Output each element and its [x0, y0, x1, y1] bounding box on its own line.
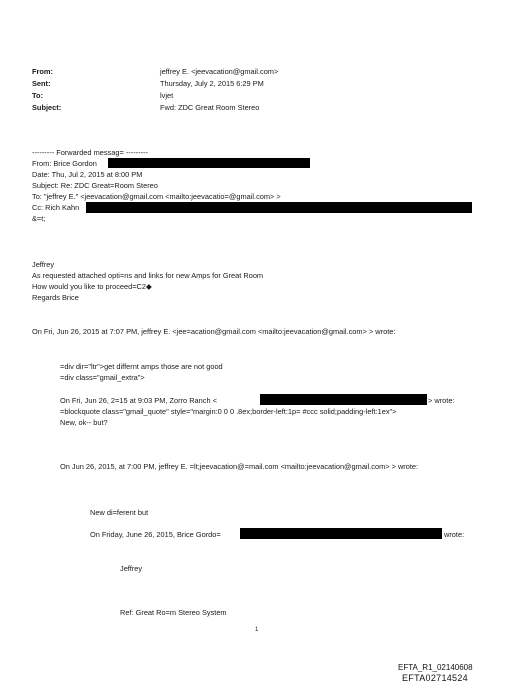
forwarded-cc: Cc: Rich Kahn — [32, 203, 80, 212]
body-line-1: As requested attached opti=ns and links for new Amps for Great Room — [32, 271, 264, 280]
quote-div-line: =div class="gmail_extra"> — [60, 373, 145, 382]
footer-code-secondary: EFTA02714524 — [402, 673, 468, 683]
footer-code-primary: EFTA_R1_02140608 — [398, 663, 473, 672]
sent-label: Sent: — [32, 79, 51, 88]
forwarded-to: To: "jeffrey E." <jeevacation@gmail.com <mailto:jeevacatio=@gmail.com> > — [32, 192, 281, 201]
redaction-bar — [108, 158, 310, 168]
forwarded-divider: --------- Forwarded messag= --------- — [32, 148, 148, 157]
quote-zorro-line: On Fri, Jun 26, 2=15 at 9:03 PM, Zorro Ranch < — [60, 396, 217, 405]
redaction-bar — [260, 394, 427, 405]
subject-value: Fwd: ZDC Great Room Stereo — [160, 103, 260, 112]
quote-zorro-wrote: > wrote: — [428, 396, 455, 405]
quote-new-ok: New, ok-- but? — [60, 418, 108, 427]
quote-blockquote-line: =blockquote class="gmail_quote" style="margin:0 0 0 .8ex;border-left:1p= #ccc solid;padding-left:1ex"> — [60, 407, 397, 416]
page-number: 1 — [255, 627, 259, 633]
quote-jeffrey: Jeffrey — [120, 564, 143, 573]
quote-friday-line: On Friday, June 26, 2015, Brice Gordo= — [90, 530, 221, 539]
quote-header: On Fri, Jun 26, 2015 at 7:07 PM, jeffrey E. <jee=acation@gmail.com <mailto:jeevacation@gmail.com> > wrote: — [32, 327, 396, 336]
quote-header: On Jun 26, 2015, at 7:00 PM, jeffrey E. =lt;jeevacation@=mail.com <mailto:jeevacation@gmail.com> > wrote: — [60, 462, 419, 471]
forwarded-amp: &=t; — [32, 214, 46, 223]
subject-label: Subject: — [32, 103, 62, 112]
redaction-bar — [86, 202, 472, 213]
forwarded-from: From: Brice Gordon — [32, 159, 97, 168]
to-value: lvjet — [160, 91, 174, 100]
quote-ref: Ref: Great Ro=m Stereo System — [120, 608, 227, 617]
body-line-2: How would you like to proceed=C2◆ — [32, 282, 152, 291]
redaction-bar — [240, 528, 442, 539]
from-label: From: — [32, 67, 53, 76]
body-signature: Regards Brice — [32, 293, 79, 302]
forwarded-subject: Subject: Re: ZDC Great=Room Stereo — [32, 181, 158, 190]
quote-new-different: New di=ferent but — [90, 508, 149, 517]
from-value: jeffrey E. <jeevacation@gmail.com> — [160, 67, 279, 76]
body-greeting: Jeffrey — [32, 260, 55, 269]
sent-value: Thursday, July 2, 2015 6:29 PM — [160, 79, 264, 88]
to-label: To: — [32, 91, 43, 100]
quote-div-line: =div dir="ltr">get differnt amps those are not good — [60, 362, 223, 371]
quote-friday-wrote: wrote: — [444, 530, 465, 539]
forwarded-date: Date: Thu, Jul 2, 2015 at 8:00 PM — [32, 170, 143, 179]
